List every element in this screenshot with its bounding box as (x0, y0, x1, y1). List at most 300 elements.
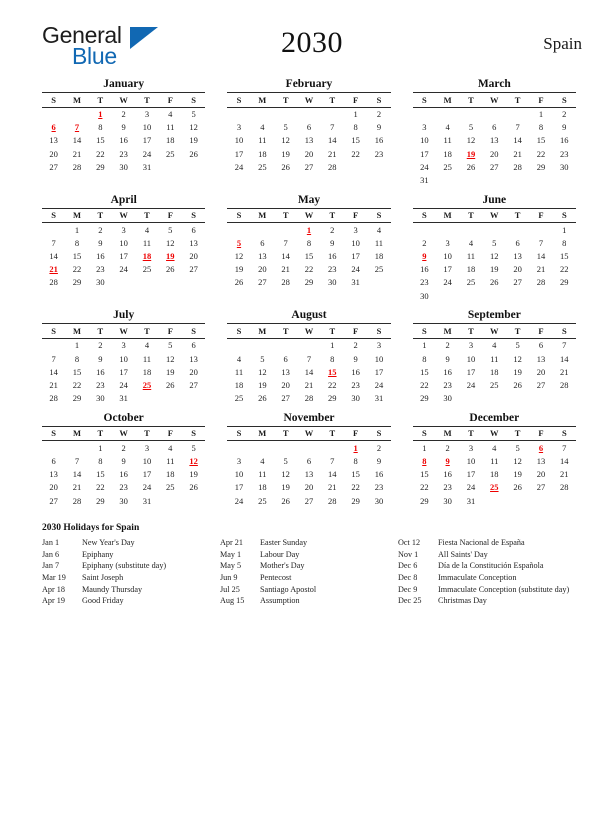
day-cell[interactable]: 10 (142, 122, 152, 133)
day-cell[interactable]: 26 (234, 277, 244, 288)
day-cell[interactable]: 7 (306, 353, 312, 364)
day-cell[interactable]: 13 (49, 469, 58, 480)
day-cell[interactable]: 16 (119, 469, 128, 480)
day-cell[interactable]: 26 (281, 161, 290, 172)
day-cell[interactable]: 14 (513, 135, 522, 146)
day-cell[interactable]: 18 (466, 264, 476, 275)
day-cell[interactable]: 24 (443, 277, 452, 288)
day-cell[interactable]: 3 (422, 122, 427, 133)
day-cell[interactable]: 10 (351, 237, 360, 248)
day-cell[interactable]: 28 (536, 277, 546, 288)
day-cell[interactable]: 4 (144, 224, 150, 235)
day-cell[interactable]: 17 (142, 469, 152, 480)
day-cell[interactable]: 6 (191, 340, 196, 351)
day-cell[interactable]: 7 (538, 237, 544, 248)
day-cell[interactable]: 6 (306, 122, 312, 133)
day-cell[interactable]: 29 (560, 277, 569, 288)
day-cell[interactable]: 5 (283, 455, 288, 466)
day-cell[interactable]: 20 (536, 469, 546, 480)
day-cell[interactable]: 15 (560, 251, 569, 262)
day-cell[interactable]: 1 (562, 224, 567, 235)
day-cell[interactable]: 23 (96, 379, 105, 390)
day-cell[interactable]: 23 (328, 264, 337, 275)
day-cell[interactable]: 26 (189, 148, 198, 159)
day-cell[interactable]: 4 (260, 455, 265, 466)
day-cell[interactable]: 7 (562, 340, 567, 351)
day-cell[interactable]: 10 (234, 469, 244, 480)
day-cell[interactable]: 16 (443, 469, 452, 480)
day-cell[interactable]: 2 (445, 442, 450, 453)
day-cell[interactable]: 6 (538, 340, 544, 351)
day-cell[interactable]: 28 (328, 495, 337, 506)
day-cell[interactable]: 13 (49, 135, 58, 146)
day-cell[interactable]: 18 (142, 366, 152, 377)
day-cell[interactable]: 7 (515, 122, 520, 133)
day-cell[interactable]: 21 (328, 482, 337, 493)
day-cell[interactable]: 31 (351, 277, 360, 288)
day-cell[interactable]: 8 (538, 122, 544, 133)
day-cell[interactable]: 20 (304, 148, 314, 159)
day-cell[interactable]: 11 (374, 237, 384, 248)
day-cell[interactable]: 12 (166, 237, 175, 248)
day-cell[interactable]: 1 (538, 109, 544, 120)
day-cell[interactable]: 3 (121, 340, 126, 351)
day-cell[interactable]: 26 (513, 379, 522, 390)
day-cell[interactable]: 13 (189, 237, 198, 248)
day-cell[interactable]: 18 (374, 251, 384, 262)
day-cell[interactable]: 18 (490, 366, 499, 377)
day-cell[interactable]: 29 (96, 161, 105, 172)
day-cell[interactable]: 6 (51, 455, 56, 466)
day-cell[interactable]: 7 (562, 442, 567, 453)
day-cell[interactable]: 29 (351, 495, 360, 506)
day-cell[interactable]: 4 (445, 122, 450, 133)
day-cell[interactable]: 23 (351, 379, 360, 390)
day-cell[interactable]: 21 (536, 264, 546, 275)
day-cell[interactable]: 11 (166, 455, 175, 466)
holiday-day-cell[interactable]: 6 (51, 122, 56, 133)
day-cell[interactable]: 15 (420, 469, 429, 480)
day-cell[interactable]: 27 (189, 379, 198, 390)
day-cell[interactable]: 16 (443, 366, 452, 377)
day-cell[interactable]: 16 (560, 135, 569, 146)
holiday-day-cell[interactable]: 1 (306, 224, 312, 235)
holiday-day-cell[interactable]: 18 (142, 251, 152, 262)
day-cell[interactable]: 5 (260, 353, 265, 364)
day-cell[interactable]: 25 (142, 264, 152, 275)
day-cell[interactable]: 15 (96, 135, 105, 146)
day-cell[interactable]: 25 (374, 264, 384, 275)
day-cell[interactable]: 12 (513, 455, 522, 466)
day-cell[interactable]: 20 (49, 482, 58, 493)
day-cell[interactable]: 21 (513, 148, 522, 159)
day-cell[interactable]: 24 (466, 482, 476, 493)
day-cell[interactable]: 23 (374, 482, 384, 493)
day-cell[interactable]: 17 (234, 482, 244, 493)
day-cell[interactable]: 15 (351, 469, 360, 480)
day-cell[interactable]: 5 (283, 122, 288, 133)
day-cell[interactable]: 19 (189, 469, 198, 480)
day-cell[interactable]: 23 (443, 379, 452, 390)
day-cell[interactable]: 6 (260, 237, 265, 248)
day-cell[interactable]: 19 (513, 469, 522, 480)
day-cell[interactable]: 18 (258, 148, 267, 159)
day-cell[interactable]: 27 (304, 495, 314, 506)
day-cell[interactable]: 5 (515, 340, 520, 351)
day-cell[interactable]: 17 (443, 264, 452, 275)
day-cell[interactable]: 25 (166, 148, 175, 159)
day-cell[interactable]: 2 (98, 340, 103, 351)
day-cell[interactable]: 22 (328, 379, 337, 390)
day-cell[interactable]: 5 (191, 109, 196, 120)
day-cell[interactable]: 26 (189, 482, 198, 493)
day-cell[interactable]: 11 (490, 353, 499, 364)
day-cell[interactable]: 17 (119, 251, 128, 262)
day-cell[interactable]: 30 (96, 393, 105, 404)
day-cell[interactable]: 14 (328, 135, 337, 146)
day-cell[interactable]: 1 (74, 340, 80, 351)
day-cell[interactable]: 10 (420, 135, 429, 146)
day-cell[interactable]: 5 (191, 442, 196, 453)
day-cell[interactable]: 11 (258, 469, 267, 480)
day-cell[interactable]: 26 (281, 495, 290, 506)
day-cell[interactable]: 25 (490, 379, 499, 390)
day-cell[interactable]: 2 (376, 442, 382, 453)
day-cell[interactable]: 28 (513, 161, 522, 172)
day-cell[interactable]: 7 (51, 237, 56, 248)
day-cell[interactable]: 8 (353, 122, 358, 133)
day-cell[interactable]: 20 (281, 379, 290, 390)
day-cell[interactable]: 17 (374, 366, 384, 377)
day-cell[interactable]: 14 (304, 366, 314, 377)
day-cell[interactable]: 16 (96, 366, 105, 377)
day-cell[interactable]: 30 (420, 290, 429, 301)
day-cell[interactable]: 27 (490, 161, 499, 172)
day-cell[interactable]: 4 (236, 353, 242, 364)
day-cell[interactable]: 20 (258, 264, 267, 275)
day-cell[interactable]: 12 (466, 135, 476, 146)
day-cell[interactable]: 25 (258, 495, 267, 506)
day-cell[interactable]: 1 (422, 442, 427, 453)
day-cell[interactable]: 9 (353, 353, 358, 364)
day-cell[interactable]: 2 (353, 340, 358, 351)
day-cell[interactable]: 31 (420, 175, 429, 186)
day-cell[interactable]: 10 (119, 353, 128, 364)
day-cell[interactable]: 25 (466, 277, 476, 288)
day-cell[interactable]: 4 (168, 109, 173, 120)
day-cell[interactable]: 1 (74, 224, 80, 235)
day-cell[interactable]: 12 (166, 353, 175, 364)
day-cell[interactable]: 28 (49, 393, 58, 404)
day-cell[interactable]: 9 (445, 353, 450, 364)
day-cell[interactable]: 30 (374, 495, 384, 506)
day-cell[interactable]: 15 (96, 469, 105, 480)
day-cell[interactable]: 8 (74, 353, 80, 364)
day-cell[interactable]: 26 (490, 277, 499, 288)
day-cell[interactable]: 2 (121, 442, 126, 453)
day-cell[interactable]: 28 (72, 161, 82, 172)
day-cell[interactable]: 3 (468, 340, 474, 351)
holiday-day-cell[interactable]: 25 (490, 482, 499, 493)
day-cell[interactable]: 20 (304, 482, 314, 493)
day-cell[interactable]: 27 (304, 161, 314, 172)
day-cell[interactable]: 18 (443, 148, 452, 159)
day-cell[interactable]: 13 (536, 353, 546, 364)
day-cell[interactable]: 17 (466, 366, 476, 377)
day-cell[interactable]: 18 (258, 482, 267, 493)
day-cell[interactable]: 23 (560, 148, 569, 159)
holiday-day-cell[interactable]: 8 (422, 455, 427, 466)
day-cell[interactable]: 5 (168, 224, 173, 235)
holiday-day-cell[interactable]: 15 (328, 366, 337, 377)
day-cell[interactable]: 26 (166, 264, 175, 275)
day-cell[interactable]: 3 (236, 122, 242, 133)
day-cell[interactable]: 20 (513, 264, 522, 275)
day-cell[interactable]: 13 (536, 455, 546, 466)
day-cell[interactable]: 19 (258, 379, 267, 390)
day-cell[interactable]: 8 (98, 122, 103, 133)
day-cell[interactable]: 22 (420, 379, 429, 390)
day-cell[interactable]: 24 (466, 379, 476, 390)
day-cell[interactable]: 30 (443, 495, 452, 506)
day-cell[interactable]: 21 (560, 469, 569, 480)
day-cell[interactable]: 2 (445, 340, 450, 351)
day-cell[interactable]: 6 (492, 122, 497, 133)
day-cell[interactable]: 27 (49, 161, 58, 172)
day-cell[interactable]: 24 (234, 495, 244, 506)
holiday-day-cell[interactable]: 21 (49, 264, 58, 275)
day-cell[interactable]: 11 (258, 135, 267, 146)
day-cell[interactable]: 19 (234, 264, 244, 275)
day-cell[interactable]: 15 (420, 366, 429, 377)
holiday-day-cell[interactable]: 19 (466, 148, 476, 159)
day-cell[interactable]: 11 (142, 237, 152, 248)
day-cell[interactable]: 22 (72, 379, 82, 390)
day-cell[interactable]: 5 (468, 122, 474, 133)
holiday-day-cell[interactable]: 5 (236, 237, 242, 248)
day-cell[interactable]: 14 (536, 251, 546, 262)
day-cell[interactable]: 7 (283, 237, 288, 248)
day-cell[interactable]: 28 (304, 393, 314, 404)
day-cell[interactable]: 31 (142, 161, 152, 172)
day-cell[interactable]: 18 (166, 135, 175, 146)
day-cell[interactable]: 8 (306, 237, 312, 248)
day-cell[interactable]: 18 (166, 469, 175, 480)
day-cell[interactable]: 17 (119, 366, 128, 377)
day-cell[interactable]: 9 (376, 122, 382, 133)
day-cell[interactable]: 26 (258, 393, 267, 404)
day-cell[interactable]: 19 (189, 135, 198, 146)
day-cell[interactable]: 11 (142, 353, 152, 364)
day-cell[interactable]: 11 (443, 135, 452, 146)
day-cell[interactable]: 29 (96, 495, 105, 506)
day-cell[interactable]: 16 (351, 366, 360, 377)
day-cell[interactable]: 20 (189, 366, 198, 377)
day-cell[interactable]: 30 (328, 277, 337, 288)
day-cell[interactable]: 9 (98, 353, 103, 364)
day-cell[interactable]: 21 (72, 148, 82, 159)
day-cell[interactable]: 29 (420, 393, 429, 404)
day-cell[interactable]: 11 (490, 455, 499, 466)
day-cell[interactable]: 13 (281, 366, 290, 377)
day-cell[interactable]: 25 (234, 393, 244, 404)
day-cell[interactable]: 9 (121, 122, 126, 133)
day-cell[interactable]: 21 (560, 366, 569, 377)
day-cell[interactable]: 13 (304, 135, 314, 146)
day-cell[interactable]: 22 (560, 264, 569, 275)
day-cell[interactable]: 3 (468, 442, 474, 453)
day-cell[interactable]: 23 (96, 264, 105, 275)
day-cell[interactable]: 7 (330, 122, 335, 133)
day-cell[interactable]: 3 (376, 340, 382, 351)
holiday-day-cell[interactable]: 6 (538, 442, 544, 453)
holiday-day-cell[interactable]: 9 (445, 455, 450, 466)
day-cell[interactable]: 14 (328, 469, 337, 480)
day-cell[interactable]: 16 (328, 251, 337, 262)
day-cell[interactable]: 4 (144, 340, 150, 351)
day-cell[interactable]: 17 (351, 251, 360, 262)
day-cell[interactable]: 2 (121, 109, 126, 120)
day-cell[interactable]: 9 (98, 237, 103, 248)
day-cell[interactable]: 25 (166, 482, 175, 493)
day-cell[interactable]: 13 (189, 353, 198, 364)
day-cell[interactable]: 1 (98, 442, 103, 453)
day-cell[interactable]: 31 (119, 393, 128, 404)
day-cell[interactable]: 8 (330, 353, 335, 364)
day-cell[interactable]: 30 (560, 161, 569, 172)
day-cell[interactable]: 16 (374, 469, 384, 480)
day-cell[interactable]: 14 (560, 455, 569, 466)
day-cell[interactable]: 27 (536, 482, 546, 493)
day-cell[interactable]: 22 (96, 482, 105, 493)
day-cell[interactable]: 29 (328, 393, 337, 404)
day-cell[interactable]: 31 (466, 495, 476, 506)
day-cell[interactable]: 31 (374, 393, 384, 404)
day-cell[interactable]: 5 (515, 442, 520, 453)
day-cell[interactable]: 26 (166, 379, 175, 390)
day-cell[interactable]: 15 (72, 251, 82, 262)
day-cell[interactable]: 2 (422, 237, 427, 248)
day-cell[interactable]: 8 (353, 455, 358, 466)
day-cell[interactable]: 13 (258, 251, 267, 262)
day-cell[interactable]: 29 (420, 495, 429, 506)
day-cell[interactable]: 1 (330, 340, 335, 351)
day-cell[interactable]: 6 (515, 237, 520, 248)
day-cell[interactable]: 10 (443, 251, 452, 262)
day-cell[interactable]: 27 (258, 277, 267, 288)
holiday-day-cell[interactable]: 1 (353, 442, 358, 453)
day-cell[interactable]: 23 (374, 148, 384, 159)
day-cell[interactable]: 24 (420, 161, 429, 172)
day-cell[interactable]: 23 (119, 482, 128, 493)
day-cell[interactable]: 24 (374, 379, 384, 390)
day-cell[interactable]: 20 (536, 366, 546, 377)
day-cell[interactable]: 21 (49, 379, 58, 390)
day-cell[interactable]: 19 (166, 366, 175, 377)
day-cell[interactable]: 6 (191, 224, 196, 235)
day-cell[interactable]: 13 (513, 251, 522, 262)
day-cell[interactable]: 12 (189, 122, 198, 133)
day-cell[interactable]: 3 (445, 237, 450, 248)
day-cell[interactable]: 12 (490, 251, 499, 262)
day-cell[interactable]: 24 (142, 148, 152, 159)
day-cell[interactable]: 28 (72, 495, 82, 506)
day-cell[interactable]: 8 (422, 353, 427, 364)
day-cell[interactable]: 21 (304, 379, 314, 390)
day-cell[interactable]: 27 (49, 495, 58, 506)
day-cell[interactable]: 15 (351, 135, 360, 146)
day-cell[interactable]: 17 (142, 135, 152, 146)
day-cell[interactable]: 26 (513, 482, 522, 493)
day-cell[interactable]: 30 (443, 393, 452, 404)
holiday-day-cell[interactable]: 12 (189, 455, 198, 466)
day-cell[interactable]: 4 (376, 224, 382, 235)
day-cell[interactable]: 1 (422, 340, 427, 351)
day-cell[interactable]: 30 (351, 393, 360, 404)
day-cell[interactable]: 3 (353, 224, 358, 235)
day-cell[interactable]: 27 (536, 379, 546, 390)
day-cell[interactable]: 7 (51, 353, 56, 364)
day-cell[interactable]: 14 (72, 135, 82, 146)
day-cell[interactable]: 28 (49, 277, 58, 288)
day-cell[interactable]: 4 (468, 237, 474, 248)
day-cell[interactable]: 30 (119, 161, 128, 172)
day-cell[interactable]: 14 (281, 251, 290, 262)
day-cell[interactable]: 24 (234, 161, 244, 172)
day-cell[interactable]: 7 (330, 455, 335, 466)
day-cell[interactable]: 27 (281, 393, 290, 404)
day-cell[interactable]: 4 (492, 340, 497, 351)
day-cell[interactable]: 29 (72, 393, 82, 404)
day-cell[interactable]: 20 (49, 148, 58, 159)
day-cell[interactable]: 26 (466, 161, 476, 172)
day-cell[interactable]: 16 (420, 264, 429, 275)
day-cell[interactable]: 12 (258, 366, 267, 377)
day-cell[interactable]: 7 (74, 455, 80, 466)
day-cell[interactable]: 30 (119, 495, 128, 506)
day-cell[interactable]: 23 (420, 277, 429, 288)
day-cell[interactable]: 6 (306, 455, 312, 466)
day-cell[interactable]: 2 (330, 224, 335, 235)
day-cell[interactable]: 31 (142, 495, 152, 506)
day-cell[interactable]: 21 (72, 482, 82, 493)
day-cell[interactable]: 28 (281, 277, 290, 288)
day-cell[interactable]: 19 (281, 148, 290, 159)
holiday-day-cell[interactable]: 19 (166, 251, 175, 262)
day-cell[interactable]: 16 (119, 135, 128, 146)
day-cell[interactable]: 30 (96, 277, 105, 288)
day-cell[interactable]: 29 (304, 277, 314, 288)
day-cell[interactable]: 5 (168, 340, 173, 351)
day-cell[interactable]: 18 (490, 469, 499, 480)
day-cell[interactable]: 24 (142, 482, 152, 493)
day-cell[interactable]: 24 (119, 379, 128, 390)
day-cell[interactable]: 3 (144, 442, 150, 453)
day-cell[interactable]: 5 (492, 237, 497, 248)
holiday-day-cell[interactable]: 25 (142, 379, 152, 390)
day-cell[interactable]: 22 (351, 148, 360, 159)
day-cell[interactable]: 6 (283, 353, 288, 364)
day-cell[interactable]: 28 (560, 379, 569, 390)
day-cell[interactable]: 3 (121, 224, 126, 235)
day-cell[interactable]: 11 (166, 122, 175, 133)
day-cell[interactable]: 29 (72, 277, 82, 288)
day-cell[interactable]: 4 (492, 442, 497, 453)
day-cell[interactable]: 22 (351, 482, 360, 493)
day-cell[interactable]: 23 (119, 148, 128, 159)
day-cell[interactable]: 11 (466, 251, 476, 262)
day-cell[interactable]: 20 (189, 251, 198, 262)
